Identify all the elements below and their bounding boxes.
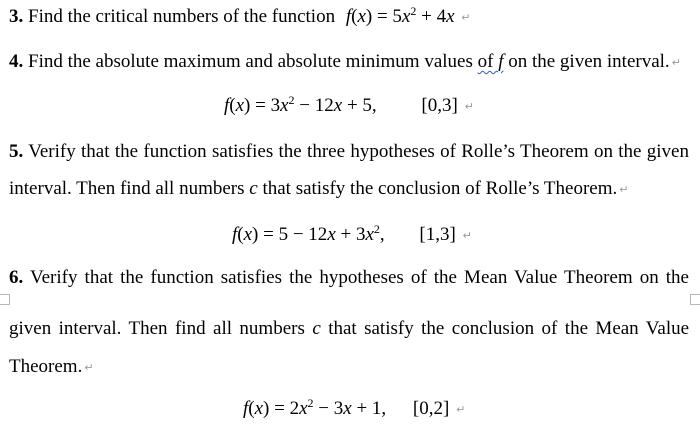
paragraph-mark-icon: ↵ bbox=[619, 183, 629, 196]
paragraph-mark-icon: ↵ bbox=[464, 100, 474, 113]
problem-6-number: 6. bbox=[9, 267, 24, 288]
problem-5-text-1: Verify that the function satisfies the three hypotheses of Rolle’s Theorem on the given bbox=[28, 141, 689, 162]
problem-5-line-1 bbox=[9, 141, 689, 163]
problem-6-interval: [0,2] bbox=[412, 398, 450, 419]
problem-4-interval: [0,3] bbox=[421, 95, 458, 116]
problem-3-formula: $f(x) = 5x^2 + 4x$ bbox=[345, 4, 455, 27]
spell-check-flag[interactable]: of f bbox=[477, 51, 504, 72]
paragraph-mark-icon: ↵ bbox=[84, 361, 94, 374]
problem-4-text-end: on the given interval. bbox=[508, 51, 670, 72]
problem-6-text-2: given interval. Then find all numbers bbox=[9, 318, 305, 339]
problem-5-formula: $f(x) = 5 - 12x + 3x^2$, [1,3] ↵ bbox=[232, 222, 472, 245]
problem-3-statement bbox=[9, 6, 471, 29]
problem-6-text-1: Verify that the function satisfies the hypotheses of the Mean Value Theorem on the bbox=[29, 267, 689, 288]
problem-3-text: Find the critical numbers of the function bbox=[28, 6, 336, 27]
variable-c: c bbox=[249, 178, 258, 199]
problem-5-number: 5. bbox=[9, 141, 24, 162]
variable-c: c bbox=[312, 318, 321, 339]
problem-6-formula: $f(x) = 2x^2 - 3x + 1$, [0,2] ↵ bbox=[243, 396, 466, 419]
paragraph-mark-icon: ↵ bbox=[671, 56, 681, 69]
problem-6-text-4: Theorem. bbox=[9, 356, 83, 377]
problem-3-number: 3. bbox=[9, 6, 24, 27]
problem-5-text-2: interval. Then find all numbers bbox=[9, 178, 245, 199]
problem-6-text-3: that satisfy the conclusion of the Mean Value bbox=[328, 318, 690, 339]
paragraph-mark-icon: ↵ bbox=[456, 403, 466, 416]
problem-4-statement bbox=[9, 51, 681, 74]
problem-5-line-2 bbox=[9, 178, 628, 201]
problem-5-interval: [1,3] bbox=[419, 224, 456, 245]
paragraph-mark-icon: ↵ bbox=[461, 11, 471, 24]
problem-4-number: 4. bbox=[9, 51, 24, 72]
problem-5-text-3: that satisfy the conclusion of Rolle’s Theorem. bbox=[262, 178, 618, 199]
problem-6-line-3 bbox=[9, 356, 94, 379]
margin-boundary-left bbox=[0, 294, 10, 305]
margin-boundary-right bbox=[690, 294, 700, 305]
problem-4-text: Find the absolute maximum and absolute minimum values bbox=[28, 51, 473, 72]
problem-6-line-1 bbox=[9, 267, 689, 289]
problem-4-formula: $f(x) = 3x^2 - 12x + 5$, [0,3] ↵ bbox=[224, 93, 474, 116]
problem-6-line-2 bbox=[9, 318, 689, 340]
paragraph-mark-icon: ↵ bbox=[462, 229, 472, 242]
